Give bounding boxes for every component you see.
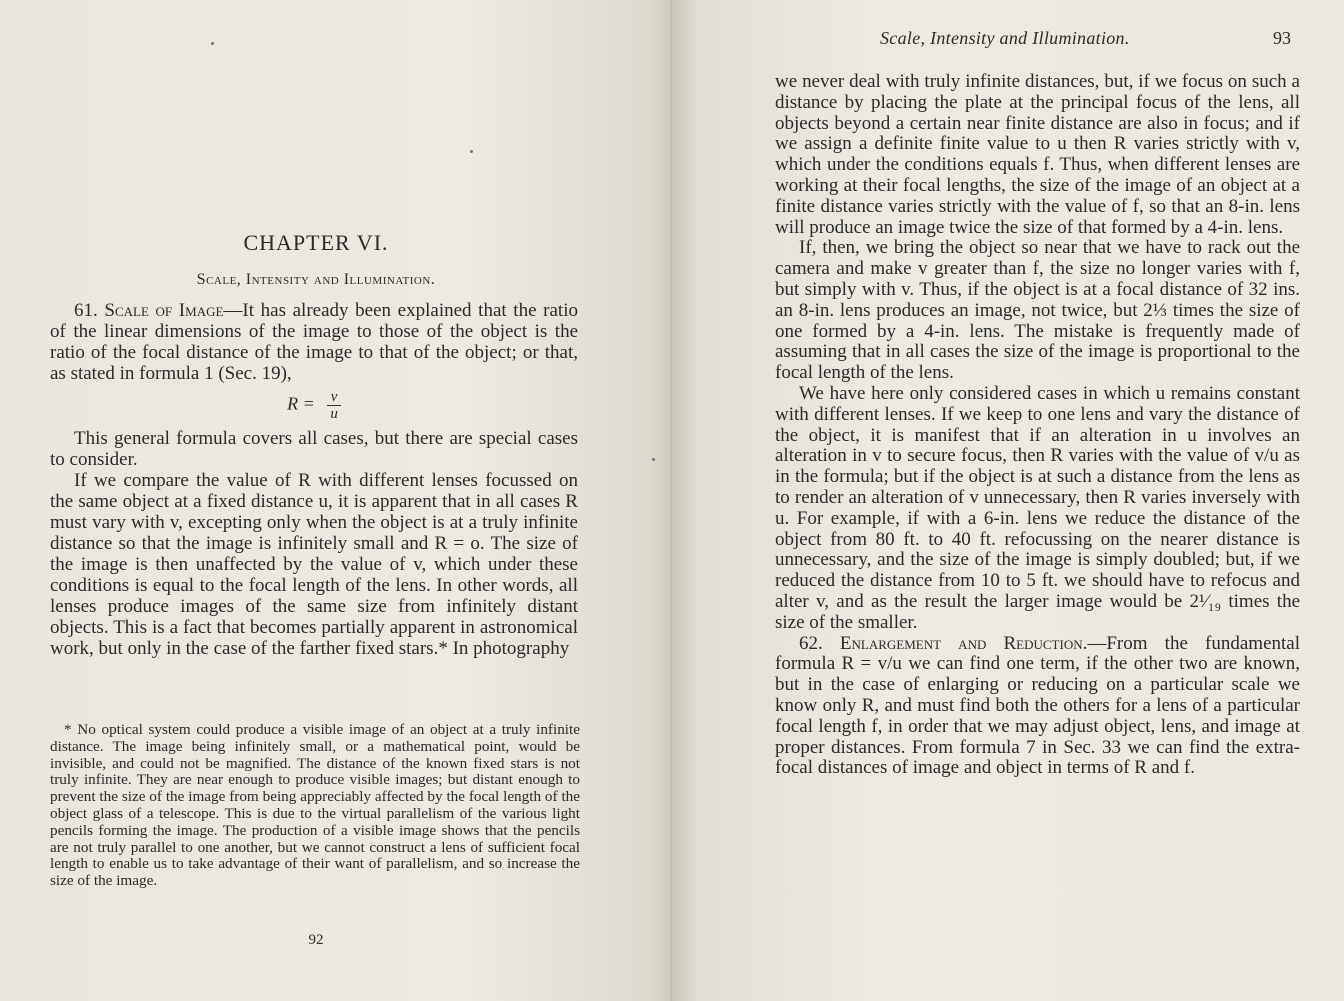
paragraph-then: If, then, we bring the object so near that we have to rack out the camera and make v greater than f, the size no longer varies with f, but simply with v. Thus, if the object is at a focal distance of 32 ins. an 8-in. lens produces an image, not twice, but 2⅓ times the size of one formed by a 4-in. lens. The mistake is frequently made of assuming that in all cases the size of the image is proportional to the focal length of the lens. (775, 237, 1300, 384)
paragraph-continued: we never deal with truly infinite distances, but, if we focus on such a distance by placing the plate at the principal focus of the lens, all objects beyond a certain near finite distance are also in focus; and if we assign a definite finite value to u then R varies strictly with v, which under the conditions equals f. Thus, when different lenses are working at their focal lengths, the size of the image of an object at a finite distance varies strictly with the value of f, so that an 8-in. lens will produce an image twice the size of that formed by a 4-in. lens. (775, 71, 1300, 238)
footnote-text: * No optical system could produce a visible image of an object at a truly infinite distance. The image being infinitely small, or a mathematical point, would be invisible, and could not be magnified. The distance of the known fixed stars is not truly infinite. They are near enough to produce visible images; but distant enough to prevent the size of the image from being appreciably affected by the focal length of the object glass of a telescope. This is due to the virtual parallelism of the various light pencils forming the image. The production of a visible image shows that the pencils are not truly parallel to one another, but we cannot construct a lens of sufficient focal length to enable us to take advantage of their want of parallelism, and so increase the size of the image. (50, 721, 580, 890)
running-head: Scale, Intensity and Illumination. (880, 28, 1130, 48)
paragraph-compare: If we compare the value of R with different lenses focussed on the same object at a fixed distance u, it is apparent that in all cases R must vary with v, excepting only when the object is at a truly infinite distance so that the image is infinitely small and R = o. The size of the image is then unaffected by the value of v, which under these conditions is equal to the focal length of the lens. In other words, all lenses produce images of the same size from infinitely distant objects. This is a fact that becomes partially apparent in astronomical work, but only in the case of the farther fixed stars.* In photography (50, 470, 578, 659)
paragraph-62 (775, 634, 1300, 780)
paragraph-here: We have here only considered cases in which u remains constant with different lenses. If we keep to one lens and vary the distance of the object, it is manifest that if an alteration in u involves an alteration in v to secure focus, then R varies with the value of v/u as in the formula; but if the object is at such a distance from the lens as to render an alteration of v unnecessary, then R varies inversely with u. For example, if with a 6-in. lens we reduce the distance of the object from 80 ft. to 40 ft. refocussing on the nearer distance is unnecessary, and the size of the image is simply doubled; but, if we reduced the distance from 10 to 5 ft. we should have to refocus and alter v, and as the result the larger image would be 2¹⁄₁₉ times the size of the smaller. (775, 382, 1300, 633)
page-number-left: 92 (308, 932, 324, 948)
speck-mark (652, 458, 655, 461)
chapter-title: CHAPTER VI. (243, 230, 389, 255)
speck-mark (211, 42, 214, 45)
paragraph-61-text: —It has already been explained that the ratio of the linear dimensions of the image to those of the object is the ratio of the focal distance of the image to that of the object; or that, as stated in formula 1 (Sec. 19), (50, 300, 578, 384)
paragraph-62-text: —From the fundamental formula R = v/u we can find one term, if the other two are known, but in the case of enlarging or reducing on a particular scale we know only R, and must find both the others for a lens of a particular focal length f, in order that we may adjust object, lens, and image at proper distances. From formula 7 in Sec. 33 we can find the extra-focal distances of image and object in terms of R and f. (775, 632, 1300, 779)
formula-fraction (327, 389, 341, 422)
left-page-body (50, 300, 578, 659)
formula-lhs: R = (287, 393, 315, 414)
section-title: Scale, Intensity and Illumination. (196, 271, 436, 288)
page-number-right: 93 (1273, 28, 1291, 48)
paragraph-61 (50, 300, 578, 384)
paragraph-general: This general formula covers all cases, but there are special cases to consider. (50, 428, 578, 470)
paragraph-62-label: 62. Enlargement and Reduction. (799, 632, 1088, 654)
ratio-formula (50, 389, 578, 422)
speck-mark (470, 150, 473, 153)
formula-numerator: v (327, 389, 341, 406)
paragraph-61-label: 61. Scale of Image (74, 300, 224, 321)
formula-denominator: u (330, 406, 338, 422)
footnote (50, 722, 580, 890)
right-page-body (775, 72, 1300, 779)
